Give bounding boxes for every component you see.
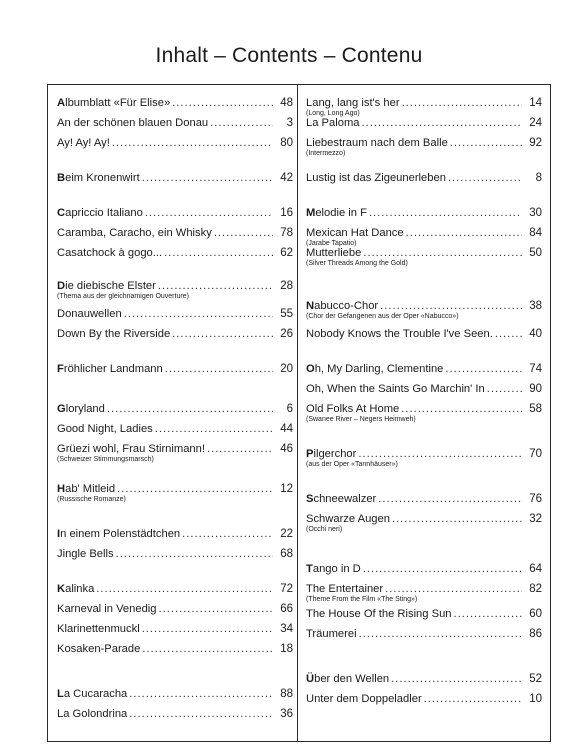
toc-entry-title-text: ilgerchor — [313, 448, 357, 460]
toc-entry-title-text: Grüezi wohl, Frau Stirnimann! — [57, 443, 205, 455]
toc-entry-page: 62 — [280, 247, 293, 259]
toc-entry-page: 20 — [280, 363, 293, 375]
toc-entry-title — [306, 95, 400, 111]
toc-entry-title-text: Kosaken-Parade — [57, 643, 141, 655]
toc-entry-page: 18 — [280, 643, 293, 655]
toc-entry-initial: I — [57, 528, 61, 540]
toc-entry-subtitle: (Long, Long Ago) — [306, 110, 360, 117]
dot-leader — [448, 170, 522, 186]
toc-entry — [306, 170, 542, 194]
toc-entry-page: 26 — [280, 328, 293, 340]
toc-entry-page: 52 — [529, 673, 542, 685]
toc-entry-page: 36 — [280, 708, 293, 720]
toc-entry-line — [57, 706, 293, 722]
toc-entry-page: 74 — [529, 363, 542, 375]
toc-entry-title — [306, 115, 360, 131]
dot-leader — [401, 401, 522, 417]
toc-entry-subtitle: (Swanee River – Negers Heimweh) — [306, 416, 416, 423]
dot-leader — [164, 245, 273, 261]
toc-entry-initial: H — [57, 483, 66, 495]
toc-entry — [306, 298, 542, 322]
toc-entry-page: 82 — [529, 583, 542, 595]
toc-entry — [57, 441, 293, 465]
toc-entry-page: 66 — [280, 603, 293, 615]
dot-leader — [424, 691, 522, 707]
toc-entry-subtitle: (aus der Oper «Tannhäuser») — [306, 461, 398, 468]
toc-entry — [306, 511, 542, 535]
toc-entry-title — [306, 491, 376, 507]
toc-entry-line — [57, 115, 293, 131]
toc-entry-title — [57, 401, 105, 417]
toc-entry-title-text: alinka — [65, 583, 95, 595]
toc-entry-page: 12 — [280, 483, 293, 495]
dot-leader — [142, 170, 273, 186]
toc-entry-line — [57, 170, 293, 186]
toc-entry-page: 86 — [529, 628, 542, 640]
toc-entry-title — [57, 306, 122, 322]
toc-entry-title — [57, 225, 212, 241]
dot-leader — [214, 225, 273, 241]
toc-entry-line — [306, 170, 542, 186]
toc-entry-subtitle: (Occhi neri) — [306, 526, 343, 533]
toc-entry — [57, 546, 293, 570]
dot-leader — [378, 491, 522, 507]
toc-entry-subtitle: (Theme From the Film «The Sting») — [306, 596, 418, 603]
toc-entry-initial: S — [306, 493, 314, 505]
dot-leader — [155, 421, 273, 437]
toc-entry-title — [306, 326, 493, 342]
toc-entry-page: 76 — [529, 493, 542, 505]
dot-leader — [358, 446, 522, 462]
toc-entry-title-text: Donauwellen — [57, 308, 122, 320]
toc-entry-title — [57, 205, 143, 221]
dot-leader — [445, 361, 522, 377]
toc-entry-page: 28 — [280, 280, 293, 292]
toc-entry-page: 80 — [280, 137, 293, 149]
toc-entry-line — [306, 326, 542, 342]
toc-entry-page: 48 — [280, 97, 293, 109]
toc-entry-line — [306, 361, 542, 377]
toc-entry — [57, 278, 293, 302]
toc-entry — [306, 135, 542, 159]
toc-entry-title-text: Mexican Hat Dance — [306, 227, 404, 239]
toc-entry-page: 14 — [529, 97, 542, 109]
toc-entry-title — [57, 245, 162, 261]
toc-entry-line — [57, 326, 293, 342]
toc-entry-initial: A — [57, 97, 66, 109]
toc-entry-page: 40 — [529, 328, 542, 340]
toc-entry-title — [57, 546, 114, 562]
toc-entry-title — [306, 626, 357, 642]
toc-entry-page: 16 — [280, 207, 293, 219]
toc-entry-title-text: Old Folks At Home — [306, 403, 400, 415]
toc-entry-line — [306, 135, 542, 151]
toc-entry-title-text: La Golondrina — [57, 708, 128, 720]
toc-entry-line — [57, 361, 293, 377]
dot-leader — [207, 441, 273, 457]
toc-entry-line — [57, 581, 293, 597]
dot-leader — [107, 401, 273, 417]
toc-entry-title — [57, 115, 208, 131]
dot-leader — [172, 326, 273, 342]
toc-entry-title-text: loryland — [65, 403, 105, 415]
toc-entry-page: 24 — [529, 117, 542, 129]
toc-entry-initial: L — [57, 688, 64, 700]
toc-entry-initial: M — [306, 207, 316, 219]
dot-leader — [363, 561, 522, 577]
toc-entry-page: 50 — [529, 247, 542, 259]
toc-entry-title-text: apriccio Italiano — [65, 207, 143, 219]
dot-leader — [406, 225, 522, 241]
toc-entry — [306, 245, 542, 269]
toc-entry-line — [57, 526, 293, 542]
toc-entry-initial: T — [306, 563, 313, 575]
toc-entry-title-text: Down By the Riverside — [57, 328, 171, 340]
toc-entry-line — [306, 298, 542, 314]
toc-entry-page: 44 — [280, 423, 293, 435]
dot-leader — [145, 205, 273, 221]
toc-entry-title — [306, 298, 378, 314]
toc-entry-line — [57, 245, 293, 261]
toc-entry-line — [57, 401, 293, 417]
toc-entry-line — [306, 581, 542, 597]
toc-entry-title-text: röhlicher Landmann — [63, 363, 163, 375]
toc-entry-subtitle: (Intermezzo) — [306, 150, 346, 157]
toc-entry-title — [306, 170, 446, 186]
toc-entry-title-text: Liebestraum nach dem Balle — [306, 137, 448, 149]
toc-entry-line — [57, 621, 293, 637]
toc-entry-title-text: chneewalzer — [313, 493, 377, 505]
toc-entry-title — [57, 706, 127, 722]
toc-entry — [306, 446, 542, 470]
toc-entry-title-text: h, My Darling, Clementine — [314, 363, 444, 375]
toc-entry-initial: Ü — [306, 673, 315, 685]
toc-entry-line — [306, 491, 542, 507]
toc-entry-title — [306, 446, 356, 462]
toc-entry-page: 90 — [529, 383, 542, 395]
dot-leader — [117, 481, 273, 497]
dot-leader — [116, 546, 273, 562]
toc-entry-initial: D — [57, 280, 66, 292]
toc-entry-title — [57, 95, 170, 111]
toc-entry-initial: G — [57, 403, 66, 415]
toc-entry — [306, 581, 542, 605]
toc-entry-page: 34 — [280, 623, 293, 635]
toc-entry-title — [57, 641, 140, 657]
toc-entry-title-text: La Paloma — [306, 117, 360, 129]
toc-entry-initial: O — [306, 363, 315, 375]
toc-entry-subtitle: (Schweizer Stimmungsmarsch) — [57, 456, 154, 463]
toc-entry-page: 88 — [280, 688, 293, 700]
dot-leader — [487, 381, 522, 397]
toc-entry-title-text: ber den Wellen — [314, 673, 390, 685]
toc-entry-line — [57, 306, 293, 322]
toc-entry-page: 10 — [529, 693, 542, 705]
toc-entry-title-text: Good Night, Ladies — [57, 423, 153, 435]
toc-entry-title — [57, 361, 163, 377]
toc-entry-line — [57, 641, 293, 657]
toc-entry-title — [306, 135, 448, 151]
toc-entry-title-text: Ay! Ay! Ay! — [57, 137, 110, 149]
toc-entry — [306, 626, 542, 650]
toc-entry-title-text: The House Of the Rising Sun — [306, 608, 452, 620]
toc-entry-line — [306, 381, 542, 397]
toc-entry-title-text: The Entertainer — [306, 583, 384, 595]
toc-entry-title-text: ango in D — [312, 563, 361, 575]
toc-entry — [306, 326, 542, 350]
toc-entry — [57, 641, 293, 665]
toc-entry-title — [306, 205, 367, 221]
toc-entry-title-text: Unter dem Doppeladler — [306, 693, 422, 705]
toc-entry-title-text: Casatchock à gogo... — [57, 247, 163, 259]
dot-leader — [142, 641, 273, 657]
dot-leader — [402, 95, 522, 111]
toc-entry-page: 55 — [280, 308, 293, 320]
toc-entry-initial: C — [57, 207, 66, 219]
dot-leader — [392, 511, 522, 527]
toc-entry-title — [306, 511, 390, 527]
toc-entry-title — [306, 671, 389, 687]
dot-leader — [159, 601, 273, 617]
toc-entry-line — [306, 225, 542, 241]
toc-entry-line — [57, 135, 293, 151]
toc-entry-title — [57, 278, 156, 294]
toc-entry-title — [306, 581, 383, 597]
toc-entry-line — [57, 278, 293, 294]
toc-entry-line — [57, 601, 293, 617]
toc-entry — [57, 706, 293, 730]
toc-entry-page: 84 — [529, 227, 542, 239]
toc-entry-line — [306, 205, 542, 221]
dot-leader — [129, 686, 273, 702]
toc-entry-page: 58 — [529, 403, 542, 415]
toc-entry-page: 70 — [529, 448, 542, 460]
page-title: Inhalt – Contents – Contenu — [155, 44, 423, 67]
toc-entry — [57, 326, 293, 350]
toc-entry-line — [57, 225, 293, 241]
toc-entry-title-text: Nobody Knows the Trouble I've Seen. — [306, 328, 493, 340]
toc-entry-line — [306, 245, 542, 261]
toc-entry-title-text: ab' Mitleid — [65, 483, 116, 495]
dot-leader — [210, 115, 273, 131]
toc-entry-title-text: Mutterliebe — [306, 247, 362, 259]
toc-entry-title-text: eim Kronenwirt — [65, 172, 140, 184]
toc-entry-title-text: ie diebische Elster — [65, 280, 156, 292]
toc-entry-title — [306, 561, 361, 577]
toc-entry-title-text: lbumblatt «Für Elise» — [65, 97, 171, 109]
toc-entry-line — [306, 95, 542, 111]
toc-entry-title — [57, 481, 115, 497]
toc-entry-line — [306, 446, 542, 462]
toc-entry-line — [306, 401, 542, 417]
toc-entry-title — [306, 225, 404, 241]
toc-entry-subtitle: (Jarabe Tapatio) — [306, 240, 357, 247]
toc-entry-subtitle: (Chor der Gefangenen aus der Oper «Nabucco») — [306, 313, 459, 320]
toc-entry-title — [306, 361, 443, 377]
toc-entry-line — [306, 671, 542, 687]
toc-entry — [57, 245, 293, 269]
toc-entry-line — [57, 686, 293, 702]
toc-entry-title — [57, 135, 110, 151]
toc-entry-line — [306, 115, 542, 131]
dot-leader — [363, 245, 522, 261]
dot-leader — [454, 606, 522, 622]
toc-entry — [57, 170, 293, 194]
toc-entry-page: 78 — [280, 227, 293, 239]
toc-entry-line — [306, 561, 542, 577]
toc-entry-line — [306, 511, 542, 527]
toc-entry-initial: N — [306, 300, 315, 312]
toc-entry-title-text: An der schönen blauen Donau — [57, 117, 209, 129]
dot-leader — [385, 581, 522, 597]
dot-leader — [362, 115, 523, 131]
toc-entry-title-text: Klarinettenmuckl — [57, 623, 140, 635]
toc-entry-page: 6 — [286, 403, 293, 415]
toc-entry-initial: K — [57, 583, 66, 595]
toc-entry-page: 72 — [280, 583, 293, 595]
dot-leader — [124, 306, 273, 322]
dot-leader — [182, 526, 273, 542]
toc-entry-line — [57, 481, 293, 497]
dot-leader — [158, 278, 273, 294]
dot-leader — [450, 135, 522, 151]
toc-entry-title — [57, 686, 127, 702]
toc-entry-title — [306, 606, 452, 622]
toc-entry-page: 32 — [529, 513, 542, 525]
toc-entry-title-text: Oh, When the Saints Go Marchin' In — [306, 383, 485, 395]
dot-leader — [359, 626, 522, 642]
toc-entry-page: 60 — [529, 608, 542, 620]
toc-entry-title — [57, 621, 140, 637]
toc-entry — [57, 481, 293, 505]
toc-entry-page: 68 — [280, 548, 293, 560]
toc-entry — [306, 401, 542, 425]
toc-entry-page: 8 — [535, 172, 542, 184]
toc-entry-initial: B — [57, 172, 66, 184]
toc-entry-page: 92 — [529, 137, 542, 149]
dot-leader — [112, 135, 273, 151]
toc-entry-title-text: Caramba, Caracho, ein Whisky — [57, 227, 212, 239]
toc-entry-subtitle: (Silver Threads Among the Gold) — [306, 260, 408, 267]
toc-entry-line — [57, 205, 293, 221]
toc-entry-page: 30 — [529, 207, 542, 219]
toc-entry — [57, 361, 293, 385]
toc-entry-title — [57, 601, 157, 617]
toc-entry-title-text: abucco-Chor — [314, 300, 379, 312]
dot-leader — [172, 95, 273, 111]
toc-entry-page: 38 — [529, 300, 542, 312]
toc-entry-line — [306, 691, 542, 707]
toc-entry-title-text: Jingle Bells — [57, 548, 114, 560]
toc-entry-page: 46 — [280, 443, 293, 455]
toc-entry-initial: F — [57, 363, 64, 375]
toc-entry-title — [57, 441, 205, 457]
toc-entry-page: 3 — [286, 117, 293, 129]
toc-entry-line — [306, 626, 542, 642]
dot-leader — [96, 581, 273, 597]
toc-entry-title — [57, 170, 140, 186]
toc-entry-page: 42 — [280, 172, 293, 184]
toc-entry — [57, 135, 293, 159]
toc-entry-title — [306, 401, 399, 417]
toc-entry-line — [57, 441, 293, 457]
toc-entry-subtitle: (Russische Romanze) — [57, 496, 126, 503]
toc-entry-title — [57, 326, 170, 342]
toc-entry-line — [306, 606, 542, 622]
toc-entry-title-text: Karneval in Venedig — [57, 603, 157, 615]
toc-entry-title-text: Träumerei — [306, 628, 357, 640]
toc-entry-title — [57, 526, 180, 542]
contents-frame — [47, 84, 551, 742]
toc-entry-title-text: n einem Polenstädtchen — [60, 528, 181, 540]
toc-entry-title — [306, 381, 485, 397]
toc-entry-initial: P — [306, 448, 314, 460]
toc-entry-line — [57, 421, 293, 437]
toc-entry-line — [57, 546, 293, 562]
toc-entry-line — [57, 95, 293, 111]
column-divider — [297, 85, 298, 741]
dot-leader — [129, 706, 273, 722]
toc-entry-title-text: a Cucaracha — [63, 688, 128, 700]
toc-entry — [306, 691, 542, 715]
toc-entry-title — [57, 421, 153, 437]
dot-leader — [369, 205, 522, 221]
toc-entry-page: 64 — [529, 563, 542, 575]
toc-entry-title-text: elodie in F — [315, 207, 367, 219]
toc-entry-title — [57, 581, 94, 597]
dot-leader — [391, 671, 522, 687]
dot-leader — [165, 361, 273, 377]
toc-entry-title-text: Lang, lang ist's her — [306, 97, 400, 109]
dot-leader — [142, 621, 273, 637]
toc-entry-subtitle: (Thema aus der gleichnamigen Ouverture) — [57, 293, 189, 300]
toc-entry-title — [306, 245, 361, 261]
toc-entry-title-text: Lustig ist das Zigeunerleben — [306, 172, 446, 184]
toc-entry-title-text: Schwarze Augen — [306, 513, 390, 525]
toc-entry-page: 22 — [280, 528, 293, 540]
toc-entry-title — [306, 691, 422, 707]
dot-leader — [380, 298, 522, 314]
dot-leader — [495, 326, 522, 342]
